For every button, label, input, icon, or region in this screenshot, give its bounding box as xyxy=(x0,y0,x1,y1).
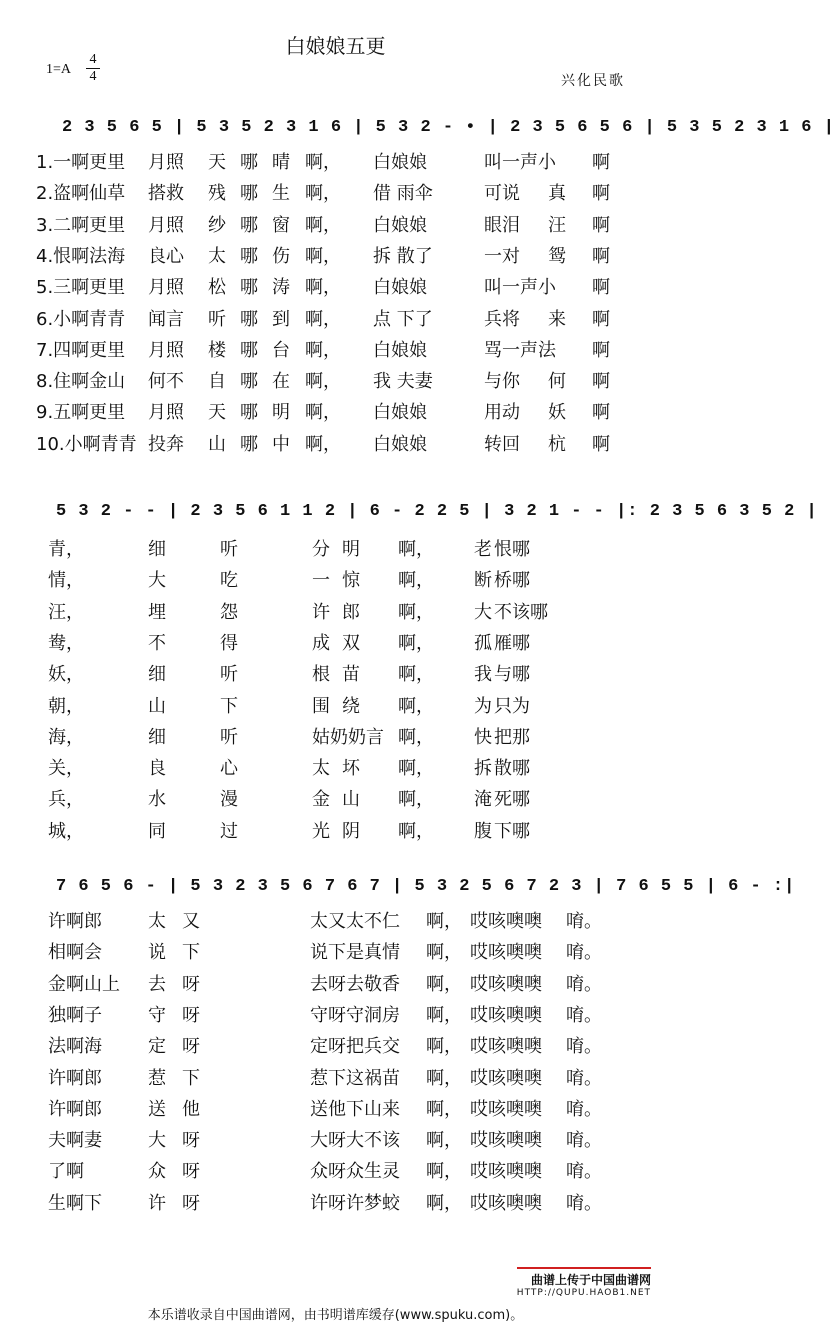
lyric-cell: 金 xyxy=(312,789,330,811)
lyric-cell: 点 下了 xyxy=(373,308,433,330)
lyric-cell: 绕 xyxy=(342,695,360,717)
upload-text: 曲谱上传于中国曲谱网 xyxy=(530,1273,651,1287)
lyric-cell: 啊， xyxy=(305,277,341,299)
lyric-cell: 伤 xyxy=(272,245,290,267)
lyric-cell: 哎咳噢噢 xyxy=(470,1161,542,1183)
lyric-cell: 月照 xyxy=(148,277,184,299)
lyric-cell: 8.住啊金山 xyxy=(36,371,126,393)
lyric-cell: 吃 xyxy=(220,570,238,592)
lyric-cell: 不 xyxy=(148,632,166,654)
lyric-cell: 中 xyxy=(272,433,290,455)
lyric-cell: 老 xyxy=(474,539,492,560)
lyric-cell: 散哪 xyxy=(494,758,530,780)
lyric-cell: 松 xyxy=(208,277,226,299)
lyric-cell: 为 xyxy=(474,695,492,717)
lyric-cell: 夫啊妻 xyxy=(48,1130,102,1152)
lyric-cell: 哎咳噢噢 xyxy=(470,1192,542,1214)
lyric-cell: 呀 xyxy=(182,1192,200,1214)
lyric-cell: 唷。 xyxy=(566,911,602,932)
lyric-cell: 啊， xyxy=(398,726,434,748)
lyric-cell: 听 xyxy=(220,664,238,686)
lyric-cell: 哎咳噢噢 xyxy=(470,1067,542,1089)
lyric-cell: 啊， xyxy=(426,1098,462,1120)
lyric-cell: 白娘娘 xyxy=(373,152,427,173)
lyric-cell: 呀 xyxy=(182,1161,200,1183)
lyric-cell: 定呀把兵交 xyxy=(310,1036,400,1058)
lyric-cell: 拆 xyxy=(474,758,492,780)
lyric-cell: 妖， xyxy=(48,664,84,686)
lyric-cell: 去 xyxy=(148,973,166,995)
lyric-cell: 白娘娘 xyxy=(373,433,427,455)
lyric-cell: 恨哪 xyxy=(494,539,530,560)
lyric-cell: 9.五啊更里 xyxy=(36,402,126,424)
lyric-cell: 叫一声小 xyxy=(484,152,556,173)
lyric-cell: 哪 xyxy=(240,277,258,299)
lyric-cell: 苗 xyxy=(342,664,360,686)
lyric-cell: 自 xyxy=(208,371,226,393)
lyric-cell: 许啊郎 xyxy=(48,1067,102,1089)
lyric-cell: 啊 xyxy=(592,371,610,393)
lyric-cell: 同 xyxy=(148,820,166,842)
lyric-cell: 只为 xyxy=(494,695,530,717)
lyric-cell: 得 xyxy=(220,632,238,654)
lyric-cell: 3.二啊更里 xyxy=(36,214,126,236)
lyric-cell: 可说 xyxy=(484,183,520,205)
lyric-cell: 啊， xyxy=(305,402,341,424)
lyric-cell: 啊， xyxy=(398,632,434,654)
lyric-cell: 啊， xyxy=(305,433,341,455)
lyric-cell: 漫 xyxy=(220,789,238,811)
lyric-cell: 纱 xyxy=(208,214,226,236)
lyric-cell: 1.一啊更里 xyxy=(36,152,126,173)
lyric-cell: 水 xyxy=(148,789,166,811)
lyric-cell: 啊 xyxy=(592,214,610,236)
lyric-cell: 哪 xyxy=(240,339,258,361)
lyric-cell: 楼 xyxy=(208,339,226,361)
lyric-cell: 7.四啊更里 xyxy=(36,339,126,361)
lyric-cell: 姑奶奶言 xyxy=(312,726,384,748)
lyric-cell: 白娘娘 xyxy=(373,214,427,236)
lyric-cell: 哪 xyxy=(240,152,258,173)
lyric-cell: 啊， xyxy=(305,183,341,205)
lyric-cell: 呀 xyxy=(182,1036,200,1058)
lyric-cell: 细 xyxy=(148,539,166,560)
lyric-cell: 唷。 xyxy=(566,1004,602,1026)
lyric-cell: 啊 xyxy=(592,308,610,330)
lyric-cell: 围 xyxy=(312,695,330,717)
lyric-cell: 啊， xyxy=(398,789,434,811)
lyric-cell: 不该哪 xyxy=(494,601,548,623)
lyric-cell: 啊， xyxy=(398,601,434,623)
lyric-cell: 下 xyxy=(182,1067,200,1089)
lyric-cell: 下 xyxy=(182,942,200,964)
lyric-cell: 送 xyxy=(148,1098,166,1120)
lyric-cell: 埋 xyxy=(148,601,166,623)
lyric-cell: 白娘娘 xyxy=(373,277,427,299)
lyric-cell: 白娘娘 xyxy=(373,402,427,424)
lyric-cell: 汪 xyxy=(548,214,566,236)
lyric-cell: 许啊郎 xyxy=(48,911,102,932)
lyric-cell: 搭救 xyxy=(148,183,184,205)
lyric-cell: 啊， xyxy=(426,973,462,995)
lyric-cell: 惹 xyxy=(148,1067,166,1089)
lyric-cell: 去呀去敬香 xyxy=(310,973,400,995)
lyric-cell: 妖 xyxy=(548,402,566,424)
lyric-cell: 太 xyxy=(208,245,226,267)
lyric-cell: 海， xyxy=(48,726,84,748)
lyric-cell: 一 xyxy=(312,570,330,592)
lyric-cell: 天 xyxy=(208,152,226,173)
lyric-cell: 叫一声小 xyxy=(484,277,556,299)
lyric-cell: 听 xyxy=(208,308,226,330)
lyric-cell: 断 xyxy=(474,570,492,592)
lyric-cell: 啊 xyxy=(592,433,610,455)
lyric-cell: 细 xyxy=(148,664,166,686)
lyric-cell: 郎 xyxy=(342,601,360,623)
lyric-cell: 哎咳噢噢 xyxy=(470,1130,542,1152)
lyric-cell: 啊， xyxy=(398,539,434,560)
lyric-cell: 啊， xyxy=(426,1192,462,1214)
lyric-cell: 说 xyxy=(148,942,166,964)
lyric-cell: 哎咳噢噢 xyxy=(470,1004,542,1026)
lyric-cell: 汪， xyxy=(48,601,84,623)
lyric-cell: 许 xyxy=(148,1192,166,1214)
lyric-cell: 何 xyxy=(548,371,566,393)
lyric-cell: 啊 xyxy=(592,277,610,299)
lyric-cell: 6.小啊青青 xyxy=(36,308,126,330)
lyric-cell: 4.恨啊法海 xyxy=(36,245,126,267)
lyric-cell: 关， xyxy=(48,758,84,780)
lyric-cell: 坏 xyxy=(342,758,360,780)
lyric-cell: 到 xyxy=(272,308,290,330)
lyric-cell: 啊， xyxy=(426,1067,462,1089)
lyric-cell: 哎咳噢噢 xyxy=(470,1036,542,1058)
song-credit: 兴化民歌 xyxy=(561,73,625,89)
lyric-cell: 月照 xyxy=(148,152,184,173)
lyric-cell: 守呀守洞房 xyxy=(310,1004,400,1026)
notation-line-2: 5 3 2 - - | 2 3 5 6 1 1 2 | 6 - 2 2 5 | 3 2 1 - - |: 2 3 5 6 3 5 2 | xyxy=(56,502,818,521)
lyric-cell: 5.三啊更里 xyxy=(36,277,126,299)
lyric-cell: 分 xyxy=(312,539,330,560)
lyric-cell: 大 xyxy=(148,570,166,592)
lyric-cell: 生啊下 xyxy=(48,1192,102,1214)
lyric-cell: 真 xyxy=(548,183,566,205)
lyric-cell: 许呀许梦蛟 xyxy=(310,1192,400,1214)
lyric-cell: 啊， xyxy=(305,214,341,236)
lyric-cell: 哪 xyxy=(240,245,258,267)
lyric-cell: 我 夫妻 xyxy=(373,371,433,393)
lyric-cell: 细 xyxy=(148,726,166,748)
lyric-cell: 明 xyxy=(272,402,290,424)
lyric-cell: 啊， xyxy=(426,1130,462,1152)
lyric-cell: 哪 xyxy=(240,308,258,330)
lyric-cell: 啊， xyxy=(426,911,462,932)
lyric-cell: 在 xyxy=(272,371,290,393)
lyric-cell: 桥哪 xyxy=(494,570,530,592)
lyric-cell: 与你 xyxy=(484,371,520,393)
lyric-cell: 山 xyxy=(342,789,360,811)
lyric-cell: 啊， xyxy=(305,245,341,267)
lyric-cell: 说下是真情 xyxy=(310,942,400,964)
lyric-cell: 定 xyxy=(148,1036,166,1058)
lyric-cell: 良 xyxy=(148,758,166,780)
lyric-cell: 许 xyxy=(312,601,330,623)
lyric-cell: 2.盗啊仙草 xyxy=(36,183,126,205)
page-title: 白娘娘五更 xyxy=(285,34,386,58)
lyric-cell: 一对 xyxy=(484,245,520,267)
lyric-cell: 拆 散了 xyxy=(373,245,433,267)
lyric-cell: 阴 xyxy=(342,820,360,842)
lyric-cell: 听 xyxy=(220,726,238,748)
lyric-cell: 金啊山上 xyxy=(48,973,120,995)
lyric-cell: 山 xyxy=(148,695,166,717)
lyric-cell: 杭 xyxy=(548,433,566,455)
time-sig-top: 4 xyxy=(89,52,97,67)
lyric-cell: 转回 xyxy=(484,433,520,455)
lyric-cell: 众 xyxy=(148,1161,166,1183)
lyric-cell: 城， xyxy=(48,820,84,842)
lyric-cell: 大呀大不该 xyxy=(310,1130,400,1152)
upload-credit xyxy=(517,1267,651,1298)
lyric-cell: 10.小啊青青 xyxy=(36,433,137,455)
lyric-cell: 啊， xyxy=(426,1036,462,1058)
lyric-cell: 闻言 xyxy=(148,308,184,330)
lyric-cell: 唷。 xyxy=(566,1067,602,1089)
lyric-cell: 惹下这祸苗 xyxy=(310,1067,400,1089)
lyric-cell: 啊 xyxy=(592,402,610,424)
lyric-cell: 双 xyxy=(342,632,360,654)
lyric-cell: 独啊子 xyxy=(48,1004,102,1026)
lyric-cell: 哎咳噢噢 xyxy=(470,973,542,995)
lyric-cell: 月照 xyxy=(148,214,184,236)
lyric-cell: 涛 xyxy=(272,277,290,299)
lyric-cell: 良心 xyxy=(148,245,184,267)
lyric-cell: 生 xyxy=(272,183,290,205)
lyric-cell: 晴 xyxy=(272,152,290,173)
lyric-cell: 啊， xyxy=(426,1161,462,1183)
lyric-cell: 情， xyxy=(48,570,84,592)
lyric-cell: 与哪 xyxy=(494,664,530,686)
lyric-cell: 骂一声法 xyxy=(484,339,556,361)
lyric-cell: 唷。 xyxy=(566,942,602,964)
lyric-cell: 哎咳噢噢 xyxy=(470,1098,542,1120)
lyric-cell: 啊， xyxy=(305,152,341,173)
notation-line-3: 7 6 5 6 - | 5 3 2 3 5 6 7 6 7 | 5 3 2 5 6 7 2 3 | 7 6 5 5 | 6 - :| xyxy=(56,877,796,896)
lyric-cell: 台 xyxy=(272,339,290,361)
notation-line-1: 2 3 5 6 5 | 5 3 5 2 3 1 6 | 5 3 2 - • | 2 3 5 6 5 6 | 5 3 5 2 3 1 6 | xyxy=(62,118,835,137)
lyric-cell: 鸯， xyxy=(48,632,84,654)
key-signature: 1=A xyxy=(46,62,72,77)
lyric-cell: 下 xyxy=(220,695,238,717)
lyric-cell: 来 xyxy=(548,308,566,330)
lyric-cell: 呀 xyxy=(182,1130,200,1152)
lyric-cell: 淹 xyxy=(474,789,492,811)
lyric-cell: 兵， xyxy=(48,789,84,811)
lyric-cell: 哪 xyxy=(240,433,258,455)
lyric-cell: 啊， xyxy=(398,820,434,842)
lyric-cell: 用动 xyxy=(484,402,520,424)
lyric-cell: 呀 xyxy=(182,973,200,995)
lyric-cell: 众呀众生灵 xyxy=(310,1161,400,1183)
lyric-cell: 唷。 xyxy=(566,1130,602,1152)
lyric-cell: 成 xyxy=(312,632,330,654)
lyric-cell: 窗 xyxy=(272,214,290,236)
lyric-cell: 大 xyxy=(474,601,492,623)
lyric-cell: 啊， xyxy=(426,1004,462,1026)
lyric-cell: 许啊郎 xyxy=(48,1098,102,1120)
lyric-cell: 送他下山来 xyxy=(310,1098,400,1120)
lyric-cell: 心 xyxy=(220,758,238,780)
lyric-cell: 太又太不仁 xyxy=(310,911,400,932)
lyric-cell: 明 xyxy=(342,539,360,560)
lyric-cell: 白娘娘 xyxy=(373,339,427,361)
lyric-cell: 太 xyxy=(312,758,330,780)
time-signature xyxy=(86,52,100,85)
lyric-cell: 啊， xyxy=(398,570,434,592)
lyric-cell: 又 xyxy=(182,911,200,932)
lyric-cell: 啊 xyxy=(592,245,610,267)
lyric-cell: 月照 xyxy=(148,339,184,361)
lyric-cell: 把那 xyxy=(494,726,530,748)
lyric-cell: 月照 xyxy=(148,402,184,424)
lyric-cell: 雁哪 xyxy=(494,632,530,654)
lyric-cell: 啊， xyxy=(398,695,434,717)
source-note: 本乐谱收录自中国曲谱网，由书明谱库缓存(www.spuku.com)。 xyxy=(147,1308,524,1323)
lyric-cell: 哪 xyxy=(240,183,258,205)
lyric-cell: 唷。 xyxy=(566,1036,602,1058)
lyric-cell: 何不 xyxy=(148,371,184,393)
lyric-cell: 啊， xyxy=(305,339,341,361)
lyric-cell: 兵将 xyxy=(484,308,520,330)
lyric-cell: 死哪 xyxy=(494,789,530,811)
lyric-cell: 朝， xyxy=(48,695,84,717)
lyric-cell: 哎咳噢噢 xyxy=(470,942,542,964)
lyric-cell: 哎咳噢噢 xyxy=(470,911,542,932)
lyric-cell: 大 xyxy=(148,1130,166,1152)
lyric-cell: 下哪 xyxy=(494,820,530,842)
lyric-cell: 青， xyxy=(48,539,84,560)
lyric-cell: 光 xyxy=(312,820,330,842)
lyric-cell: 腹 xyxy=(474,820,492,842)
lyric-cell: 啊， xyxy=(426,942,462,964)
lyric-cell: 唷。 xyxy=(566,1161,602,1183)
upload-url: HTTP://QUPU.HAOB1.NET xyxy=(516,1288,651,1298)
lyric-cell: 太 xyxy=(148,911,166,932)
lyric-cell: 守 xyxy=(148,1004,166,1026)
time-sig-bottom: 4 xyxy=(86,68,100,85)
lyric-cell: 残 xyxy=(208,183,226,205)
lyric-cell: 呀 xyxy=(182,1004,200,1026)
lyric-cell: 唷。 xyxy=(566,973,602,995)
lyric-cell: 我 xyxy=(474,664,492,686)
lyric-cell: 啊， xyxy=(305,308,341,330)
lyric-cell: 啊， xyxy=(398,758,434,780)
lyric-cell: 啊， xyxy=(398,664,434,686)
lyric-cell: 唷。 xyxy=(566,1192,602,1214)
lyric-cell: 天 xyxy=(208,402,226,424)
lyric-cell: 根 xyxy=(312,664,330,686)
lyric-cell: 啊 xyxy=(592,339,610,361)
lyric-cell: 借 雨伞 xyxy=(373,183,433,205)
lyric-cell: 啊 xyxy=(592,152,610,173)
lyric-cell: 哪 xyxy=(240,402,258,424)
lyric-cell: 啊， xyxy=(305,371,341,393)
lyric-cell: 眼泪 xyxy=(484,214,520,236)
lyric-cell: 啊 xyxy=(592,183,610,205)
lyric-cell: 相啊会 xyxy=(48,942,102,964)
lyric-cell: 过 xyxy=(220,820,238,842)
lyric-cell: 哪 xyxy=(240,371,258,393)
lyric-cell: 山 xyxy=(208,433,226,455)
lyric-cell: 他 xyxy=(182,1098,200,1120)
lyric-cell: 听 xyxy=(220,539,238,560)
lyric-cell: 唷。 xyxy=(566,1098,602,1120)
lyric-cell: 孤 xyxy=(474,632,492,654)
lyric-cell: 怨 xyxy=(220,601,238,623)
lyric-cell: 法啊海 xyxy=(48,1036,102,1058)
lyric-cell: 哪 xyxy=(240,214,258,236)
lyric-cell: 惊 xyxy=(342,570,360,592)
lyric-cell: 鸳 xyxy=(548,245,566,267)
lyric-cell: 了啊 xyxy=(48,1161,84,1183)
lyric-cell: 快 xyxy=(474,726,492,748)
lyric-cell: 投奔 xyxy=(148,433,184,455)
